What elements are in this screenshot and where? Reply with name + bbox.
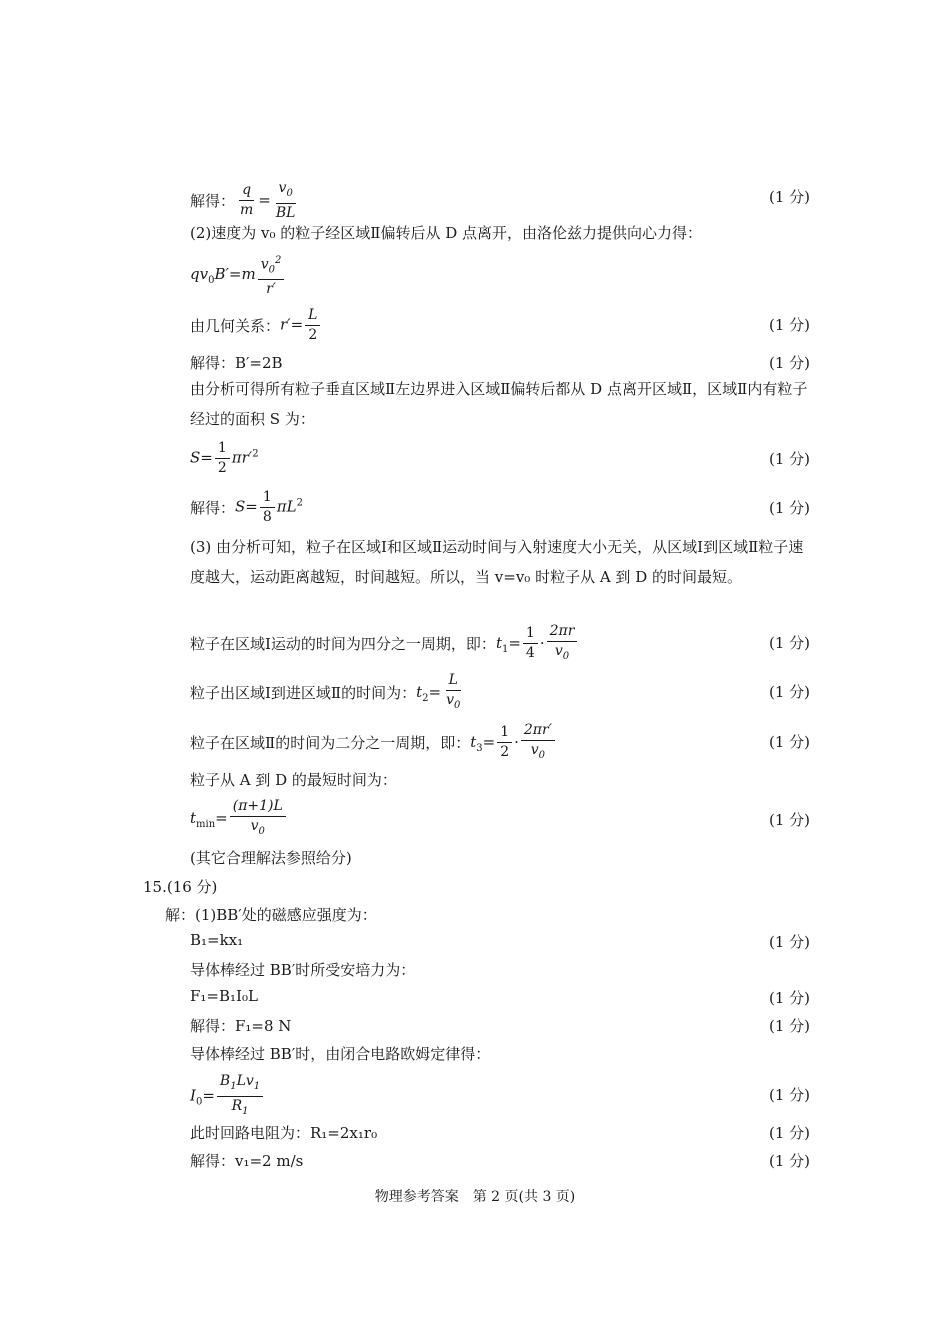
- text-line: 解得：v₁=2 m/s: [190, 1152, 304, 1170]
- score: (1 分): [768, 634, 810, 652]
- text-line: 导体棒经过 BB′时，由闭合电路欧姆定律得：: [190, 1045, 491, 1063]
- score: (1 分): [768, 989, 810, 1007]
- question-15-heading: 15.(16 分): [143, 878, 218, 896]
- solution-intro: 解：(1)BB′处的磁感应强度为：: [165, 906, 377, 924]
- text-line: 此时回路电阻为：R₁=2x₁r₀: [190, 1124, 378, 1142]
- equation-q-over-m: 解得： $\frac{q}{m}$ = $\frac{v_0}{BL}$: [190, 180, 296, 221]
- equation-tmin: $t_{min}=$ $\frac{(\pi+1)L}{v_0}$: [190, 798, 810, 840]
- score: (1 分): [768, 733, 810, 751]
- text-line: 解得：B′=2B: [190, 354, 283, 372]
- text-line: (其它合理解法参照给分): [190, 849, 352, 867]
- equation-f1-result: 解得：F₁=8 N: [190, 1017, 292, 1035]
- score: (1 分): [768, 1152, 810, 1170]
- equation-t2: 粒子出区域Ⅰ到进区域Ⅱ的时间为：$t_2=$ $\frac{L}{v_0}$: [190, 672, 461, 711]
- score: (1 分): [768, 683, 810, 701]
- score: (1 分): [768, 933, 810, 951]
- score: (1 分): [768, 450, 810, 468]
- text-paragraph: 由分析可得所有粒子垂直区域Ⅱ左边界进入区域Ⅱ偏转后都从 D 点离开区域Ⅱ，区域Ⅱ内有粒子经过的面积 S 为：: [190, 380, 808, 428]
- score: (1 分): [768, 811, 810, 829]
- score: (1 分): [768, 1124, 810, 1142]
- equation-area: S= $\frac{1}{2}$ $\pi r'^2$: [190, 440, 259, 476]
- score: (1 分): [768, 188, 810, 206]
- text-line: 导体棒经过 BB′时所受安培力为：: [190, 961, 416, 979]
- text-line: (2)速度为 v₀ 的粒子经区域Ⅱ偏转后从 D 点离开，由洛伦兹力提供向心力得：: [190, 224, 703, 242]
- equation-lorentz: $qv_0B'=m$ $\frac{v_0^2}{r'}$: [190, 252, 810, 298]
- score: (1 分): [768, 1017, 810, 1035]
- equation-t1: 粒子在区域Ⅰ运动的时间为四分之一周期，即：$t_1=$ $\frac{1}{4}$ · $\frac{2\pi r}{v_0}$: [190, 623, 810, 665]
- equation-t3: 粒子在区域Ⅱ的时间为二分之一周期，即：$t_3=$ $\frac{1}{2}$ · $\frac{2\pi r'}{v_0}$: [190, 722, 810, 764]
- text-line: 粒子从 A 到 D 的最短时间为：: [190, 771, 397, 789]
- score: (1 分): [768, 354, 810, 372]
- score: (1 分): [768, 1086, 810, 1104]
- equation-geometry: 由几何关系：r′= $\frac{L}{2}$: [190, 307, 810, 344]
- equation-b1: B₁=kx₁: [190, 931, 244, 949]
- page-footer: 物理参考答案 第 2 页(共 3 页): [374, 1189, 576, 1205]
- equation-i0: $I_0=$ $\frac{B_1Lv_1}{R_1}$: [190, 1073, 810, 1120]
- equation-area-result: 解得：S= $\frac{1}{8}$ $\pi L^2$: [190, 489, 303, 525]
- score: (1 分): [768, 316, 810, 334]
- text-paragraph: (3) 由分析可知，粒子在区域Ⅰ和区域Ⅱ运动时间与入射速度大小无关，从区域Ⅰ到区域Ⅱ粒子速度越大，运动距离越短，时间越短。所以，当 v=v₀ 时粒子从 A 到 D 的时间最短。: [190, 538, 804, 586]
- equation-f1: F₁=B₁I₀L: [190, 987, 258, 1005]
- score: (1 分): [768, 499, 810, 517]
